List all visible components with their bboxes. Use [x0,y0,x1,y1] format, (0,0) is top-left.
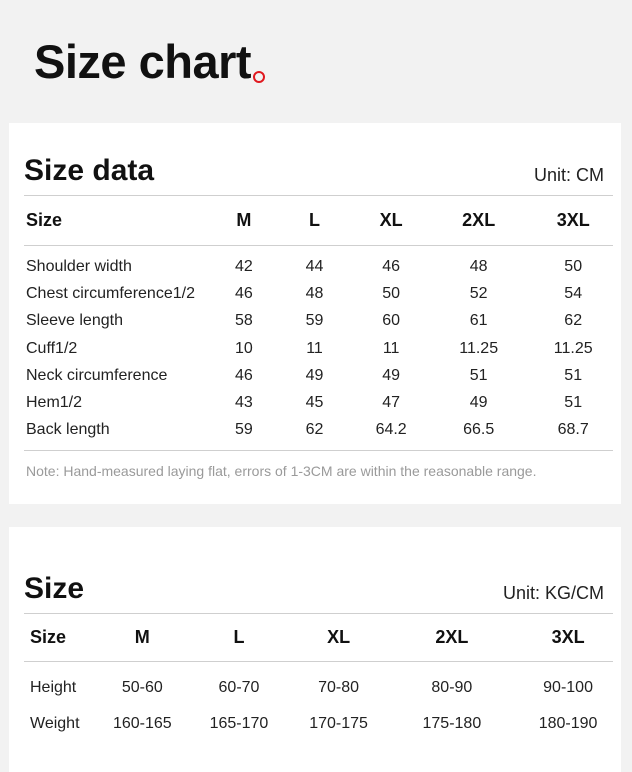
size-data-header [24,145,604,195]
page-title-wrap [34,35,265,88]
accent-dot-icon [253,71,265,83]
column-header: M [236,209,252,230]
size-data-card [9,123,621,504]
table-cell: 49 [305,367,324,384]
row-label: Shoulder width [26,258,132,275]
table-cell: 180-190 [538,715,598,732]
row-label: Chest circumference1/2 [26,285,195,302]
table-row [24,419,613,441]
table-cell: 51 [564,394,583,411]
size-unit: Unit: KG/CM [502,583,604,603]
row-label: Height [30,679,77,696]
table-cell: 51 [564,367,583,384]
table-cell: 46 [234,285,253,302]
table-cell: 90-100 [543,679,593,696]
size-data-unit: Unit: CM [533,165,604,185]
table-cell: 62 [305,421,324,438]
row-label: Neck circumference [26,367,168,384]
table-cell: 10 [234,340,253,357]
table-cell: 44 [305,258,324,275]
table-cell: 48 [469,258,488,275]
table-cell: 11 [306,340,323,357]
size-card [9,527,621,772]
column-header: XL [379,209,403,230]
table-cell: 60 [382,312,401,329]
column-header: 2XL [462,209,496,230]
table-cell: 68.7 [557,421,589,438]
table-row [24,310,613,332]
divider [24,245,613,246]
column-header: L [233,626,245,647]
table-cell: 170-175 [309,715,368,732]
table-cell: 11 [382,340,400,357]
divider [24,195,613,196]
table-cell: 175-180 [422,715,482,732]
table-cell: 59 [234,421,253,438]
row-label: Back length [26,421,110,438]
table-cell: 47 [382,394,401,411]
column-header: M [134,626,150,647]
table-cell: 61 [469,312,488,329]
table-cell: 66.5 [463,421,495,438]
table-header-row [24,206,613,234]
table-row [24,283,613,305]
page-title: Size chart [34,35,252,88]
table-cell: 11.25 [459,340,499,357]
table-cell: 43 [234,394,253,411]
divider [24,613,613,614]
row-label: Hem1/2 [26,394,83,411]
column-header: 3XL [556,209,590,230]
divider [24,450,613,451]
size-header [24,563,604,613]
table-row [24,256,613,278]
column-header: L [309,209,321,230]
row-label: Cuff1/2 [26,340,78,357]
table-cell: 45 [305,394,324,411]
table-cell: 62 [564,312,583,329]
table-cell: 51 [469,367,488,384]
table-cell: 46 [382,258,401,275]
table-cell: 11.25 [553,340,593,357]
table-cell: 48 [305,285,324,302]
table-row [24,365,613,387]
table-cell: 42 [234,258,253,275]
table-cell: 50 [382,285,401,302]
table-row [24,392,613,414]
row-label: Weight [30,715,80,732]
table-cell: 60-70 [218,679,260,696]
table-cell: 52 [469,285,488,302]
table-cell: 70-80 [318,679,360,696]
table-cell: 58 [234,312,253,329]
table-row [24,713,613,735]
table-row [24,338,613,360]
column-header: 2XL [435,626,469,647]
column-header: XL [327,626,351,647]
column-header: 3XL [551,626,585,647]
measurement-note: Note: Hand-measured laying flat, errors of 1-3CM are within the reasonable range. [26,463,537,479]
column-header: Size [26,209,63,230]
table-cell: 160-165 [112,715,172,732]
table-row [24,677,613,699]
table-cell: 54 [564,285,583,302]
table-cell: 64.2 [375,421,407,438]
table-cell: 49 [382,367,401,384]
column-header: Size [30,626,67,647]
table-cell: 80-90 [431,679,473,696]
size-data-title: Size data [24,154,155,187]
table-cell: 50 [564,258,583,275]
row-label: Sleeve length [26,312,123,329]
size-title: Size [24,572,85,605]
table-cell: 49 [469,394,488,411]
table-cell: 46 [234,367,253,384]
table-cell: 50-60 [121,679,163,696]
table-cell: 165-170 [209,715,269,732]
table-cell: 59 [305,312,324,329]
table-header-row [24,623,613,651]
divider [24,661,613,662]
